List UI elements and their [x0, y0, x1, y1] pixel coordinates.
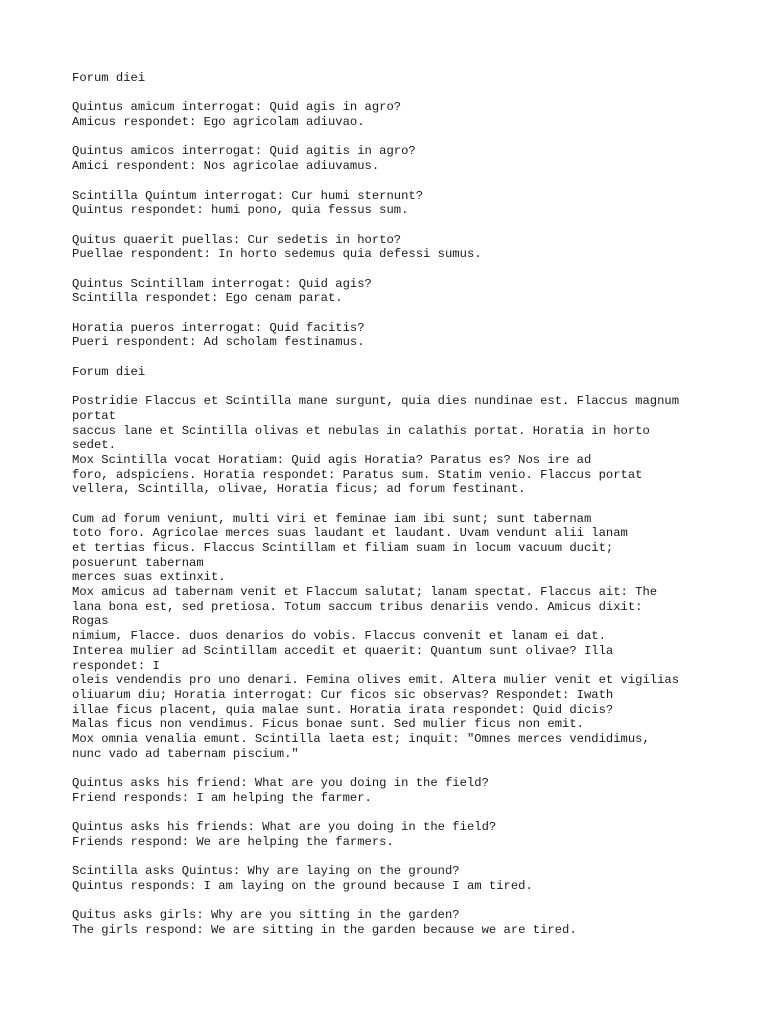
text-line: posuerunt tabernam [72, 555, 204, 570]
text-line: Scintilla asks Quintus: Why are laying on the ground? [72, 864, 460, 879]
paragraph [72, 365, 712, 380]
paragraph-gap [72, 497, 712, 512]
paragraph [72, 277, 712, 306]
paragraph-gap [72, 218, 712, 233]
text-line: oleis vendendis pro uno denari. Femina olives emit. Altera mulier venit et vigilias [72, 673, 680, 688]
text-line: Mox Scintilla vocat Horatiam: Quid agis Horatia? Paratus es? Nos ire ad [72, 452, 592, 467]
paragraph-gap [72, 306, 712, 321]
text-line: nimium, Flacce. duos denarios do vobis. Flaccus convenit et lanam ei dat. [72, 629, 606, 644]
text-line: Rogas [72, 614, 109, 629]
text-line: Quintus asks his friend: What are you doing in the field? [72, 776, 489, 790]
text-line: Friends respond: We are helping the farmers. [72, 834, 394, 849]
text-line: Interea mulier ad Scintillam accedit et quaerit: Quantum sunt olivae? Illa [72, 643, 614, 658]
paragraph-gap [72, 130, 712, 145]
text-line: portat [72, 408, 116, 423]
text-line: Pueri respondent: Ad scholam festinamus. [72, 335, 365, 350]
text-line: Quintus asks his friends: What are you doing in the field? [72, 820, 497, 835]
paragraph [72, 144, 712, 173]
text-line: sedet. [72, 438, 116, 453]
paragraph [72, 776, 712, 805]
text-line: Scintilla respondet: Ego cenam parat. [72, 291, 343, 306]
text-line: foro, adspiciens. Horatia respondet: Paratus sum. Statim venio. Flaccus portat [72, 467, 643, 482]
text-line: Quitus quaerit puellas: Cur sedetis in horto? [72, 232, 402, 247]
text-line: Friend responds: I am helping the farmer. [72, 790, 372, 805]
text-line: Amicus respondet: Ego agricolam adiuvao. [72, 115, 365, 130]
text-line: merces suas extinxit. [72, 570, 226, 585]
paragraph [72, 321, 712, 350]
text-line: Mox omnia venalia emunt. Scintilla laeta est; inquit: "Omnes merces vendidimus, [72, 731, 650, 746]
paragraph [72, 512, 712, 762]
paragraph [72, 394, 712, 497]
document-page [72, 71, 712, 938]
text-line: Amici respondent: Nos agricolae adiuvamus. [72, 159, 380, 174]
paragraph [72, 100, 712, 129]
paragraph-gap [72, 174, 712, 189]
paragraph-gap [72, 350, 712, 365]
paragraph-gap [72, 379, 712, 394]
text-line: respondet: I [72, 658, 160, 673]
text-line: The girls respond: We are sitting in the garden because we are tired. [72, 922, 577, 937]
paragraph [72, 820, 712, 849]
text-line: Forum diei [72, 364, 146, 379]
paragraph [72, 189, 712, 218]
text-line: Quitus asks girls: Why are you sitting in the garden? [72, 908, 460, 923]
paragraph-gap [72, 849, 712, 864]
text-line: Cum ad forum veniunt, multi viri et feminae iam ibi sunt; sunt tabernam [72, 511, 592, 526]
text-line: Quintus amicos interrogat: Quid agitis in agro? [72, 144, 416, 159]
paragraph-gap [72, 894, 712, 909]
text-line: oliuarum diu; Horatia interrogat: Cur ficos sic observas? Respondet: Iwath [72, 687, 614, 702]
text-line: Puellae respondent: In horto sedemus quia defessi sumus. [72, 247, 482, 262]
paragraph [72, 71, 712, 86]
text-line: Forum diei [72, 71, 146, 85]
text-line: toto foro. Agricolae merces suas laudant et laudant. Uvam vendunt alii lanam [72, 526, 628, 541]
text-line: nunc vado ad tabernam piscium." [72, 746, 299, 761]
text-line: Mox amicus ad tabernam venit et Flaccum salutat; lanam spectat. Flaccus ait: The [72, 585, 658, 600]
text-line: Malas ficus non vendimus. Ficus bonae sunt. Sed mulier ficus non emit. [72, 717, 584, 732]
paragraph [72, 908, 712, 937]
text-line: saccus lane et Scintilla olivas et nebulas in calathis portat. Horatia in horto [72, 423, 650, 438]
paragraph-gap [72, 86, 712, 101]
paragraph [72, 233, 712, 262]
paragraph [72, 864, 712, 893]
paragraph-gap [72, 805, 712, 820]
text-line: Quintus responds: I am laying on the ground because I am tired. [72, 878, 533, 893]
text-line: Scintilla Quintum interrogat: Cur humi sternunt? [72, 188, 424, 203]
text-line: Quintus respondet: humi pono, quia fessus sum. [72, 203, 409, 218]
paragraph-gap [72, 262, 712, 277]
text-line: vellera, Scintilla, olivae, Horatia ficus; ad forum festinant. [72, 482, 526, 497]
text-line: Postridie Flaccus et Scintilla mane surgunt, quia dies nundinae est. Flaccus magnum [72, 394, 680, 409]
text-line: illae ficus placent, quia malae sunt. Horatia irata respondet: Quid dicis? [72, 702, 614, 717]
text-line: Quintus amicum interrogat: Quid agis in agro? [72, 100, 402, 115]
paragraph-gap [72, 761, 712, 776]
text-line: lana bona est, sed pretiosa. Totum saccum tribus denariis vendo. Amicus dixit: [72, 599, 643, 614]
text-line: et tertias ficus. Flaccus Scintillam et filiam suam in locum vacuum ducit; [72, 541, 614, 555]
text-line: Quintus Scintillam interrogat: Quid agis? [72, 276, 372, 291]
text-line: Horatia pueros interrogat: Quid facitis? [72, 320, 365, 335]
